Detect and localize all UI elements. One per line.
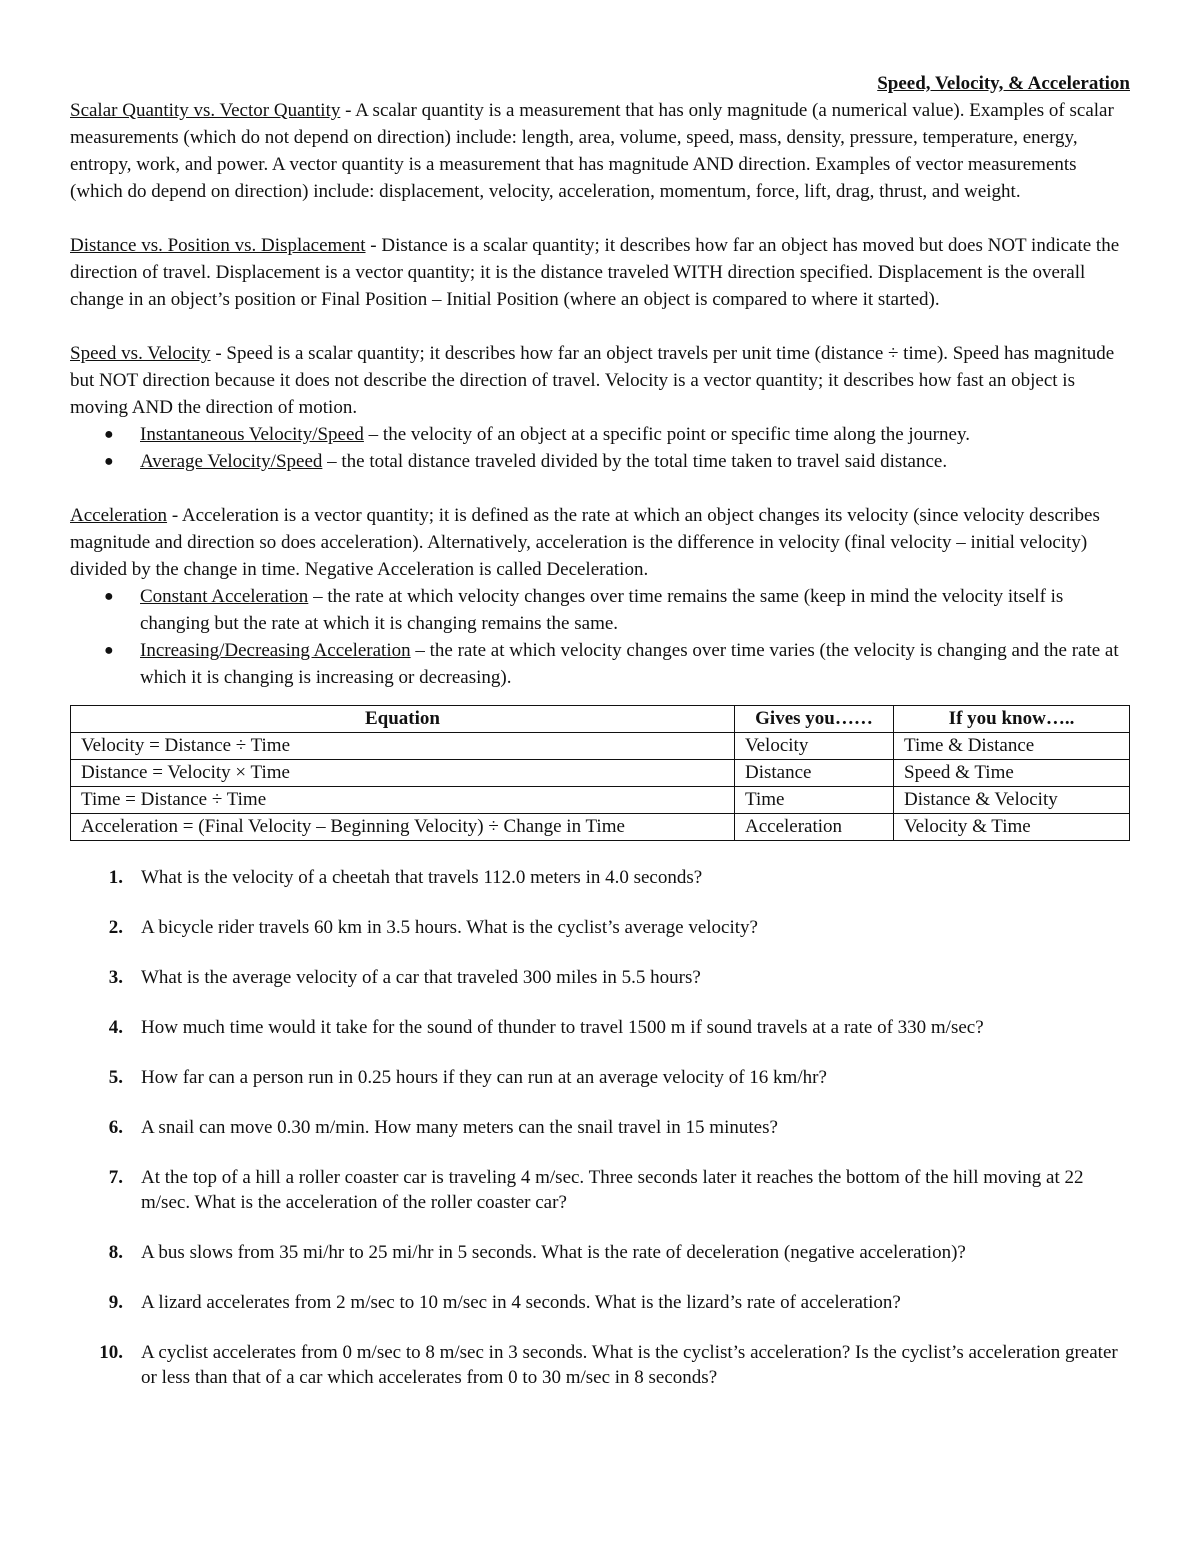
column-header-equation: Equation <box>71 706 735 733</box>
section-term: Distance vs. Position vs. Displacement <box>70 235 366 256</box>
question-text: A lizard accelerates from 2 m/sec to 10 m/sec in 4 seconds. What is the lizard’s rate of acceleration? <box>141 1292 901 1313</box>
table-cell: Distance <box>735 760 894 787</box>
section-acceleration <box>70 502 1130 691</box>
question-number: 9. <box>108 1292 123 1313</box>
column-header-if-you-know: If you know….. <box>894 706 1130 733</box>
bullet-item <box>70 448 1130 475</box>
question-item <box>70 1165 1130 1215</box>
bullet-icon: ● <box>104 426 114 443</box>
question-number: 2. <box>108 917 123 938</box>
section-paragraph <box>70 232 1130 313</box>
bullet-term: Constant Acceleration <box>140 586 309 607</box>
table-row <box>71 760 1130 787</box>
question-text: How much time would it take for the sound of thunder to travel 1500 m if sound travels at a rate of 330 m/sec? <box>141 1017 984 1038</box>
section-paragraph <box>70 340 1130 421</box>
table-row <box>71 733 1130 760</box>
section-paragraph <box>70 97 1130 205</box>
column-header-gives-you: Gives you…… <box>735 706 894 733</box>
bullet-icon: ● <box>104 453 114 470</box>
bullet-term: Instantaneous Velocity/Speed <box>140 424 364 445</box>
bullet-item <box>70 421 1130 448</box>
table-cell: Velocity = Distance ÷ Time <box>71 733 735 760</box>
question-number: 10. <box>99 1342 123 1363</box>
question-text: What is the velocity of a cheetah that travels 112.0 meters in 4.0 seconds? <box>141 867 703 888</box>
question-text: A cyclist accelerates from 0 m/sec to 8 m/sec in 3 seconds. What is the cyclist’s acceleration? Is the cyclist’s acceleration greater or less than that of a car which accelerates from 0 to 30 m/sec in 8 seconds? <box>141 1342 1118 1388</box>
question-item <box>70 915 1130 940</box>
question-list <box>70 865 1130 1390</box>
bullet-text: – the rate at which velocity changes over time varies (the velocity is changing and the rate at which it is changing is increasing or decreasing). <box>140 640 1119 688</box>
question-item <box>70 1240 1130 1265</box>
table-cell: Speed & Time <box>894 760 1130 787</box>
question-text: At the top of a hill a roller coaster car is traveling 4 m/sec. Three seconds later it reaches the bottom of the hill moving at 22 m/sec. What is the acceleration of the roller coaster car? <box>141 1167 1084 1213</box>
table-cell: Acceleration <box>735 814 894 841</box>
question-number: 8. <box>108 1242 123 1263</box>
question-item <box>70 865 1130 890</box>
table-cell: Velocity & Time <box>894 814 1130 841</box>
worksheet-page <box>70 70 1130 1415</box>
bullet-text: – the velocity of an object at a specific point or specific time along the journey. <box>363 424 970 445</box>
bullet-list <box>70 421 1130 475</box>
table-header-row <box>71 706 1130 733</box>
bullet-item <box>70 637 1130 691</box>
question-item <box>70 1115 1130 1140</box>
question-number: 7. <box>108 1167 123 1188</box>
section-term: Acceleration <box>70 505 168 526</box>
table-cell: Time & Distance <box>894 733 1130 760</box>
question-text: A bus slows from 35 mi/hr to 25 mi/hr in 5 seconds. What is the rate of deceleration (negative acceleration)? <box>141 1242 966 1263</box>
section-term: Speed vs. Velocity <box>70 343 211 364</box>
bullet-icon: ● <box>104 588 114 605</box>
bullet-icon: ● <box>104 642 114 659</box>
table-row <box>71 787 1130 814</box>
table-row <box>71 814 1130 841</box>
bullet-term: Increasing/Decreasing Acceleration <box>140 640 411 661</box>
section-scalar-vector <box>70 97 1130 205</box>
section-speed-velocity <box>70 340 1130 475</box>
question-item <box>70 1290 1130 1315</box>
table-cell: Acceleration = (Final Velocity – Beginning Velocity) ÷ Change in Time <box>71 814 735 841</box>
question-text: A snail can move 0.30 m/min. How many meters can the snail travel in 15 minutes? <box>141 1117 778 1138</box>
table-cell: Time = Distance ÷ Time <box>71 787 735 814</box>
question-text: A bicycle rider travels 60 km in 3.5 hours. What is the cyclist’s average velocity? <box>141 917 758 938</box>
question-number: 6. <box>108 1117 123 1138</box>
table-cell: Distance & Velocity <box>894 787 1130 814</box>
question-number: 5. <box>108 1067 123 1088</box>
question-number: 3. <box>108 967 123 988</box>
bullet-text: – the rate at which velocity changes over time remains the same (keep in mind the velocity itself is changing but the rate at which it is changing remains the same. <box>140 586 1064 634</box>
section-text: - Speed is a scalar quantity; it describes how far an object travels per unit time (distance ÷ time). Speed has magnitude but NOT direction because it does not describe the direction of travel. Velocity is a vector quantity; it describes how fast an object is moving AND the direction of motion. <box>70 343 1115 418</box>
section-text: - Acceleration is a vector quantity; it is defined as the rate at which an object changes its velocity (since velocity describes magnitude and direction so does acceleration). Alternatively, acceleration is the difference in velocity (final velocity – initial velocity) divided by the change in time. Negative Acceleration is called Deceleration. <box>70 505 1100 580</box>
table-cell: Velocity <box>735 733 894 760</box>
question-item <box>70 1015 1130 1040</box>
section-text: - A scalar quantity is a measurement that has only magnitude (a numerical value). Examples of scalar measurements (which do not depend on direction) include: length, area, volume, speed, mass, density, pressure, temperature, energy, entropy, work, and power. A vector quantity is a measurement that has magnitude AND direction. Examples of vector measurements (which do depend on direction) include: displacement, velocity, acceleration, momentum, force, lift, drag, thrust, and weight. <box>70 100 1114 202</box>
question-number: 4. <box>108 1017 123 1038</box>
question-item <box>70 1340 1130 1390</box>
question-text: How far can a person run in 0.25 hours if they can run at an average velocity of 16 km/hr? <box>141 1067 827 1088</box>
section-paragraph <box>70 502 1130 583</box>
section-term: Scalar Quantity vs. Vector Quantity <box>70 100 341 121</box>
section-distance-displacement <box>70 232 1130 313</box>
table-cell: Time <box>735 787 894 814</box>
table-cell: Distance = Velocity × Time <box>71 760 735 787</box>
question-number: 1. <box>108 867 123 888</box>
bullet-text: – the total distance traveled divided by the total time taken to travel said distance. <box>322 451 948 472</box>
bullet-list <box>70 583 1130 691</box>
question-text: What is the average velocity of a car that traveled 300 miles in 5.5 hours? <box>141 967 701 988</box>
equation-table <box>70 705 1130 841</box>
bullet-item <box>70 583 1130 637</box>
question-item <box>70 965 1130 990</box>
section-text: - Distance is a scalar quantity; it describes how far an object has moved but does NOT indicate the direction of travel. Displacement is a vector quantity; it is the distance traveled WITH direction specified. Displacement is the overall change in an object’s position or Final Position – Initial Position (where an object is compared to where it started). <box>70 235 1120 310</box>
question-item <box>70 1065 1130 1090</box>
bullet-term: Average Velocity/Speed <box>140 451 323 472</box>
page-title: Speed, Velocity, & Acceleration <box>877 73 1130 94</box>
